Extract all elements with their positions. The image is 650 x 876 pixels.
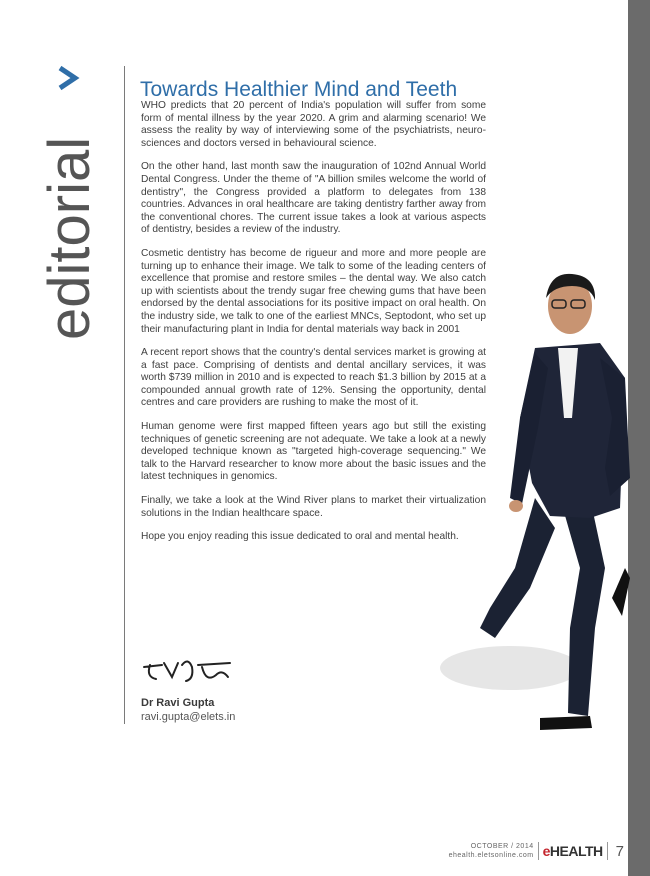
paragraph: Hope you enjoy reading this issue dedicated to oral and mental health. [141,531,459,543]
paragraph: WHO predicts that 20 percent of India's population will suffer from some form of mental illness by the year 2020. A grim and alarming scenario! We assess the reality by way of interviewing some of the psychiatrists, neuro-sciences and doctors versed in behavioural science. [141,100,486,149]
column-divider [124,66,125,724]
paragraph: Cosmetic dentistry has become de rigueur and more and more people are turning up to enhance their image. We talk to some of the leading centers of excellence that promise and restore smiles – the dental way. We also catch up with scientists about the trendy sugar free chewing gums that have been endorsed by the dental associations for its positive impact on oral health. On the industry side, we talk to one of the earliest MNCs, Septodont, who set up their manufacturing plant in India for dental materials way back in 2001 [141,247,486,335]
handwritten-signature [142,655,232,690]
author-name: Dr Ravi Gupta [141,697,215,709]
paragraph: A recent report shows that the country's dental services market is growing at a fast pace. Comprising of dentists and dental ancillary services, it was worth $739 million in 2010 and is expected to reach $1.3 billion by 2015 at a compounded annual growth rate of 12%. Sensing the opportunity, dental centres and care providers are rushing to make the most of it. [141,347,486,409]
issue-date: OCTOBER / 2014 [470,843,534,850]
page-title: Towards Healthier Mind and Teeth [140,78,458,102]
page-edge-strip [628,0,650,876]
page-number: 7 [615,842,624,860]
footer-meta [449,842,534,860]
editor-photo [440,268,630,738]
magazine-logo: eHEALTH [542,843,603,859]
page-footer [449,838,624,864]
footer-divider [538,842,539,860]
website-url: ehealth.eletsonline.com [448,852,534,859]
paragraph: Human genome were first mapped fifteen years ago but still the existing techniques of genetic screening are not adequate. We take a look at a newly developed technique known as "targeted high-coverage sequencing." We talk to the Harvard researcher to know more about the basic issues and the latest techniques in genomics. [141,421,486,483]
author-email: ravi.gupta@elets.in [141,711,236,723]
paragraph: Finally, we take a look at the Wind River plans to market their virtualization solutions in the Indian healthcare space. [141,495,486,519]
editorial-body [141,100,486,555]
section-label: editorial [37,136,102,340]
footer-divider [607,842,608,860]
paragraph: On the other hand, last month saw the inauguration of 102nd Annual World Dental Congress. Under the theme of "A billion smiles welcome the world of dentistry", the Congress provided a platform to delegates from 138 countries. Advances in oral healthcare are taking dentistry farther away from the conventional chores. The current issue takes a look at various aspects of dentistry, besides a review of the industry. [141,161,486,236]
